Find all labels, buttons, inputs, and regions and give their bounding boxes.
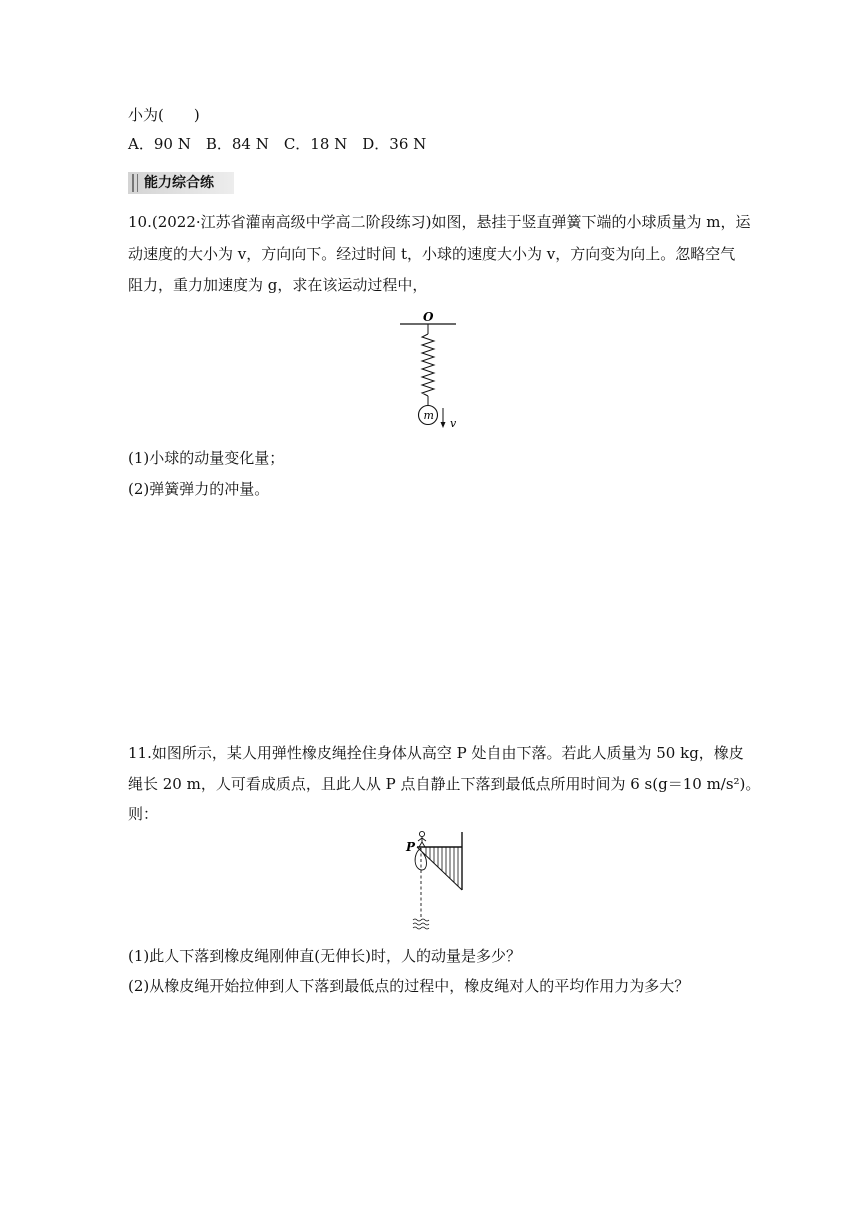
label-p: P bbox=[406, 840, 416, 854]
label-o: O bbox=[423, 310, 434, 324]
q11-bungee-figure bbox=[400, 826, 472, 934]
section-title: 能力综合练 bbox=[144, 175, 214, 191]
q11-subquestion-2: (2)从橡皮绳开始拉伸到人下落到最低点的过程中，橡皮绳对人的平均作用力为多大？ bbox=[128, 977, 690, 995]
banner-bar-icon bbox=[132, 174, 134, 192]
velocity-arrowhead bbox=[441, 422, 446, 428]
q10-spring-figure bbox=[396, 308, 468, 430]
q9-options: A．90 N B．84 N C．18 N D．36 N bbox=[128, 135, 427, 153]
q11-subquestion-1: (1)此人下落到橡皮绳刚伸直(无伸长)时，人的动量是多少？ bbox=[128, 947, 521, 965]
q11-stem-line-3: 则： bbox=[128, 805, 159, 823]
water-waves-icon bbox=[413, 919, 429, 929]
label-m: m bbox=[423, 409, 434, 422]
spring-coil bbox=[422, 334, 434, 396]
q10-stem-line-1: 10.(2022·江苏省灌南高级中学高二阶段练习)如图，悬挂于竖直弹簧下端的小球质量为 m，运 bbox=[128, 213, 751, 231]
q9-stem-tail: 小为( ) bbox=[128, 106, 200, 124]
person-head bbox=[419, 831, 424, 836]
q11-stem-line-2: 绳长 20 m，人可看成质点，且此人从 P 点自静止下落到最低点所用时间为 6 s(g＝10 m/s²)。 bbox=[128, 775, 761, 793]
q11-stem-line-1: 11.如图所示，某人用弹性橡皮绳拴住身体从高空 P 处自由下落。若此人质量为 50 kg，橡皮 bbox=[128, 744, 744, 762]
banner-bar-icon bbox=[137, 174, 138, 192]
q10-stem-line-2: 动速度的大小为 v，方向向下。经过时间 t，小球的速度大小为 v，方向变为向上。忽略空气 bbox=[128, 245, 736, 263]
q10-subquestion-1: (1)小球的动量变化量； bbox=[128, 449, 285, 467]
platform-hatching bbox=[426, 847, 458, 886]
q10-stem-line-3: 阻力，重力加速度为 g，求在该运动过程中， bbox=[128, 276, 428, 294]
section-banner bbox=[128, 172, 234, 194]
label-v: v bbox=[450, 417, 457, 430]
q10-subquestion-2: (2)弹簧弹力的冲量。 bbox=[128, 480, 270, 498]
